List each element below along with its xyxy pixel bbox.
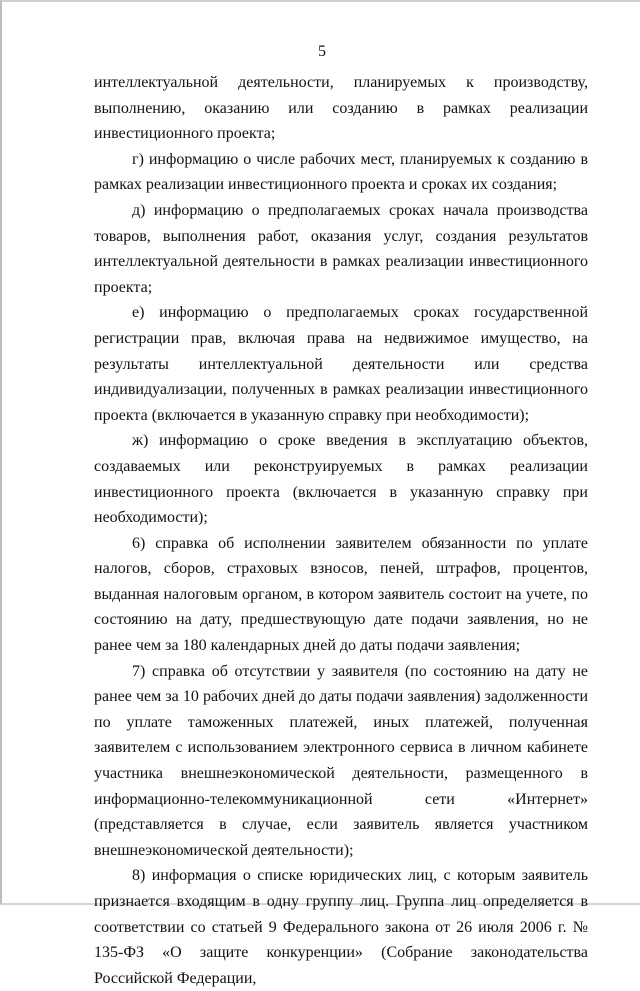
- paragraph-item-d: д) информацию о предполагаемых сроках начала производства товаров, выполнения работ, оказания услуг, создания результатов интеллектуальной деятельности в рамках реализации инвестиционного проекта;: [94, 201, 588, 296]
- paragraph-item-6: 6) справка об исполнении заявителем обязанности по уплате налогов, сборов, страховых взносов, пеней, штрафов, процентов, выданная налоговым органом, в котором заявитель состоит на учете, по состоянию на дату, предшествующую дате подачи заявления, но не ранее чем за 180 календарных дней до даты подачи заявления;: [94, 534, 588, 655]
- paragraph-item-g: г) информацию о числе рабочих мест, планируемых к созданию в рамках реализации инвестиционного проекта и сроках их создания;: [94, 150, 588, 194]
- paragraph-continuation: интеллектуальной деятельности, планируемых к производству, выполнению, оказанию или созданию в рамках реализации инвестиционного проекта;: [94, 74, 588, 143]
- paragraph-item-e: е) информацию о предполагаемых сроках государственной регистрации прав, включая права на недвижимое имущество, на результаты интеллектуальной деятельности или средства индивидуализации, полученных в рамках реализации инвестиционного проекта (включается в указанную справку при необходимости);: [94, 304, 588, 424]
- paragraph-item-7: 7) справка об отсутствии у заявителя (по состоянию на дату не ранее чем за 10 рабочих дней до даты подачи заявления) задолженности по уплате таможенных платежей, иных платежей, полученная заявителем с использованием электронного сервиса в личном кабинете участника внешнеэкономической деятельности, размещенного в информационно-телекоммуникационной сети «Интернет» (представляется в случае, если заявитель является участником внешнеэкономической деятельности);: [94, 662, 588, 859]
- page-number: 5: [318, 43, 326, 60]
- paragraph-item-8: 8) информация о списке юридических лиц, с которым заявитель признается входящим в одну группу лиц. Группа лиц определяется в соответствии со статьей 9 Федерального закона от 26 июля 2006 г. № 135-ФЗ «О защите конкуренции» (Собрание законодательства Российской Федерации,: [94, 867, 588, 987]
- paragraph-item-zh: ж) информацию о сроке введения в эксплуатацию объектов, создаваемых или реконструируемых в рамках реализации инвестиционного проекта (включается в указанную справку при необходимости);: [94, 432, 588, 527]
- document-body: [94, 70, 588, 991]
